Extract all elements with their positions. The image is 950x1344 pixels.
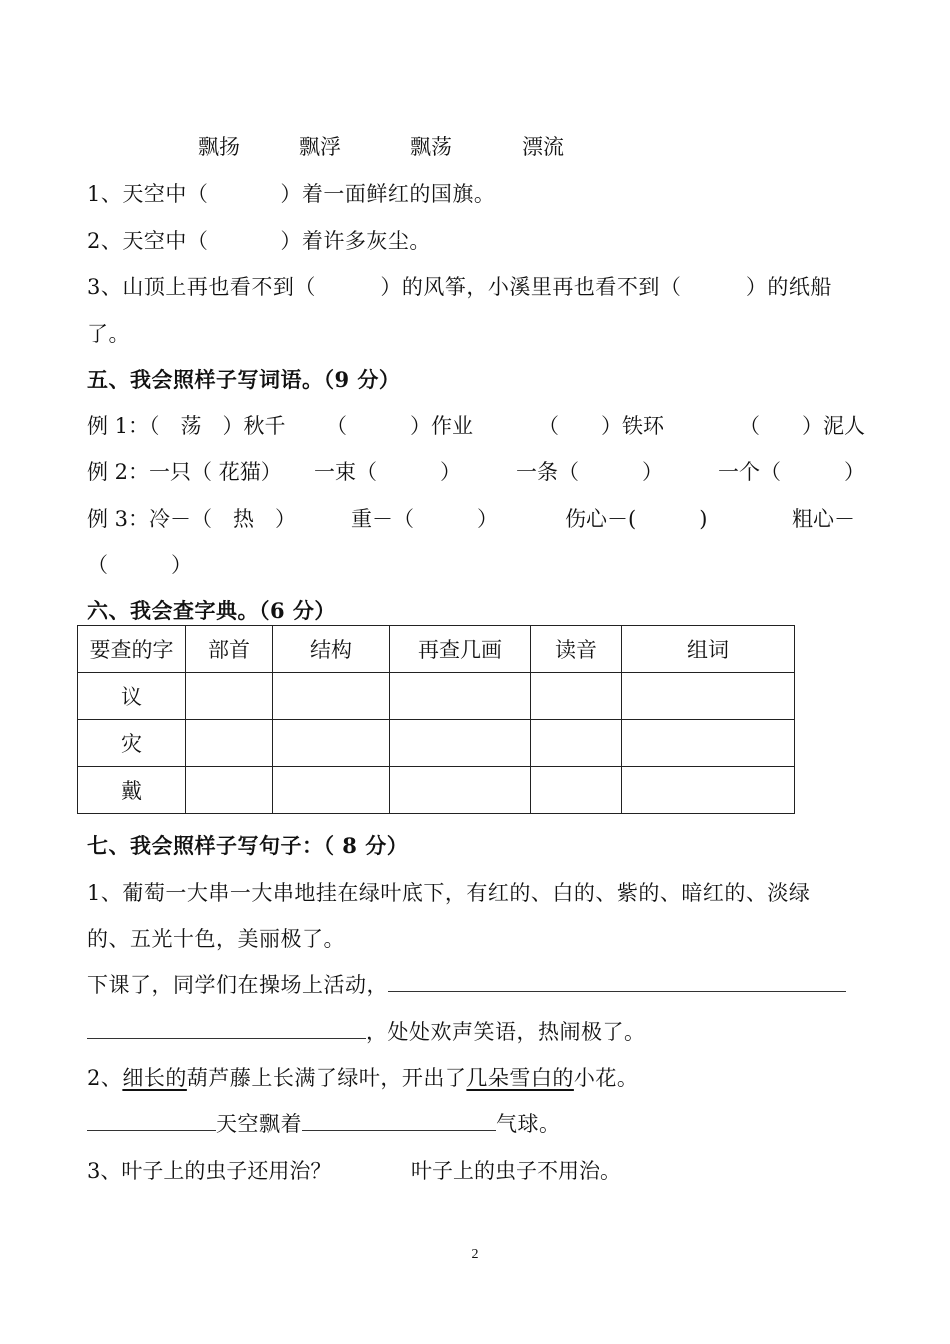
- answer-blank[interactable]: [388, 969, 846, 992]
- s7-prompt1-end: ，处处欢声笑语，热闹极了。: [366, 1020, 646, 1044]
- answer-cell[interactable]: [622, 720, 795, 767]
- word-bank-item: 飘荡: [410, 135, 452, 159]
- table-row: [78, 767, 795, 814]
- section-5-title: 五、我会照样子写词语。（9 分）: [87, 367, 401, 392]
- s5-ex3-label: 例 3：冷－（ 热 ）: [87, 507, 297, 531]
- answer-cell[interactable]: [531, 720, 622, 767]
- answer-cell[interactable]: [390, 720, 531, 767]
- fill-item-2: [87, 225, 431, 255]
- answer-cell[interactable]: [273, 767, 390, 814]
- s7-sentence3-question: 3、叶子上的虫子还用治？: [87, 1159, 332, 1183]
- section-6-title: 六、我会查字典。（6 分）: [87, 598, 336, 623]
- s5-ex2-item: 一个（ ）: [718, 460, 865, 484]
- header-cell: 要查的字: [78, 626, 186, 673]
- s7-prompt1-line: [87, 969, 846, 999]
- section-7-title: 七、我会照样子写句子：（ 8 分）: [87, 833, 409, 858]
- dictionary-table: [77, 625, 795, 814]
- word-bank-item: 飘扬: [198, 135, 240, 159]
- answer-cell[interactable]: [186, 673, 273, 720]
- answer-cell[interactable]: [273, 673, 390, 720]
- fill-item-1: [87, 178, 495, 208]
- answer-blank[interactable]: [87, 1108, 216, 1131]
- s5-ex3-continuation: （ ）: [87, 553, 192, 577]
- char-cell: 戴: [78, 767, 186, 814]
- answer-cell[interactable]: [390, 673, 531, 720]
- s7-prompt2-line: [87, 1108, 561, 1138]
- fill-item-3-line1: 3、山顶上再也看不到（ ）的风筝，小溪里再也看不到（ ）的纸船: [87, 275, 832, 299]
- answer-cell[interactable]: [390, 767, 531, 814]
- s5-ex3-item: 伤心－( ): [565, 507, 708, 531]
- table-row: [78, 720, 795, 767]
- header-cell: 部首: [186, 626, 273, 673]
- header-cell: 再查几画: [390, 626, 531, 673]
- s5-ex2-item: 一条（ ）: [516, 460, 663, 484]
- word-bank-item: 飘浮: [299, 135, 341, 159]
- s5-ex2-label: 例 2：一只（ 花猫）: [87, 460, 282, 484]
- s5-ex3-item: 粗心－: [792, 507, 855, 531]
- table-header-row: [78, 626, 795, 673]
- header-cell: 结构: [273, 626, 390, 673]
- answer-blank[interactable]: [302, 1108, 496, 1131]
- s7-s2-mid: 葫芦藤上长满了绿叶，开出了: [186, 1066, 467, 1090]
- s7-prompt2-end: 气球。: [496, 1112, 561, 1136]
- s5-ex1-item: （ ）铁环: [538, 414, 664, 438]
- s7-sentence3-answer: 叶子上的虫子不用治。: [411, 1159, 621, 1183]
- fill-item-2-post: ）着许多灰尘。: [280, 229, 431, 253]
- s7-s2-underlined-1: 细长的: [122, 1066, 187, 1090]
- s5-ex1-item: （ ）泥人: [739, 414, 865, 438]
- s7-sentence2: [87, 1062, 638, 1092]
- page-number: 2: [471, 1247, 479, 1262]
- answer-cell[interactable]: [531, 767, 622, 814]
- char-cell: 议: [78, 673, 186, 720]
- fill-item-1-pre: 1、天空中（: [87, 182, 209, 206]
- fill-item-3-line2: 了。: [87, 322, 130, 346]
- s7-s2-underlined-2: 几朵雪白的: [466, 1066, 574, 1090]
- s5-ex3-item: 重－（ ）: [351, 507, 498, 531]
- s5-ex2-item: 一束（ ）: [314, 460, 461, 484]
- answer-cell[interactable]: [186, 720, 273, 767]
- answer-cell[interactable]: [622, 673, 795, 720]
- table-row: [78, 673, 795, 720]
- answer-cell[interactable]: [273, 720, 390, 767]
- s7-s2-end: 小花。: [573, 1066, 639, 1090]
- fill-item-2-pre: 2、天空中（: [87, 229, 209, 253]
- answer-cell[interactable]: [531, 673, 622, 720]
- word-bank-item: 漂流: [522, 135, 564, 159]
- char-cell: 灾: [78, 720, 186, 767]
- s7-s2-num: 2、: [87, 1066, 123, 1090]
- s7-prompt1-text: 下课了，同学们在操场上活动，: [87, 973, 388, 997]
- s7-sentence1-line2: 的、五光十色，美丽极了。: [87, 927, 345, 951]
- s7-sentence1-line1: 1、葡萄一大串一大串地挂在绿叶底下，有红的、白的、紫的、暗红的、淡绿: [87, 881, 811, 905]
- header-cell: 组词: [622, 626, 795, 673]
- answer-blank[interactable]: [87, 1016, 366, 1039]
- answer-cell[interactable]: [622, 767, 795, 814]
- s7-prompt2-mid: 天空飘着: [216, 1112, 302, 1136]
- s5-ex1-label: 例 1：（ 荡 ）秋千: [87, 414, 286, 438]
- header-cell: 读音: [531, 626, 622, 673]
- s5-ex1-item: （ ）作业: [326, 414, 473, 438]
- fill-item-1-post: ）着一面鲜红的国旗。: [280, 182, 496, 206]
- answer-cell[interactable]: [186, 767, 273, 814]
- s7-prompt1-line2: [87, 1016, 646, 1046]
